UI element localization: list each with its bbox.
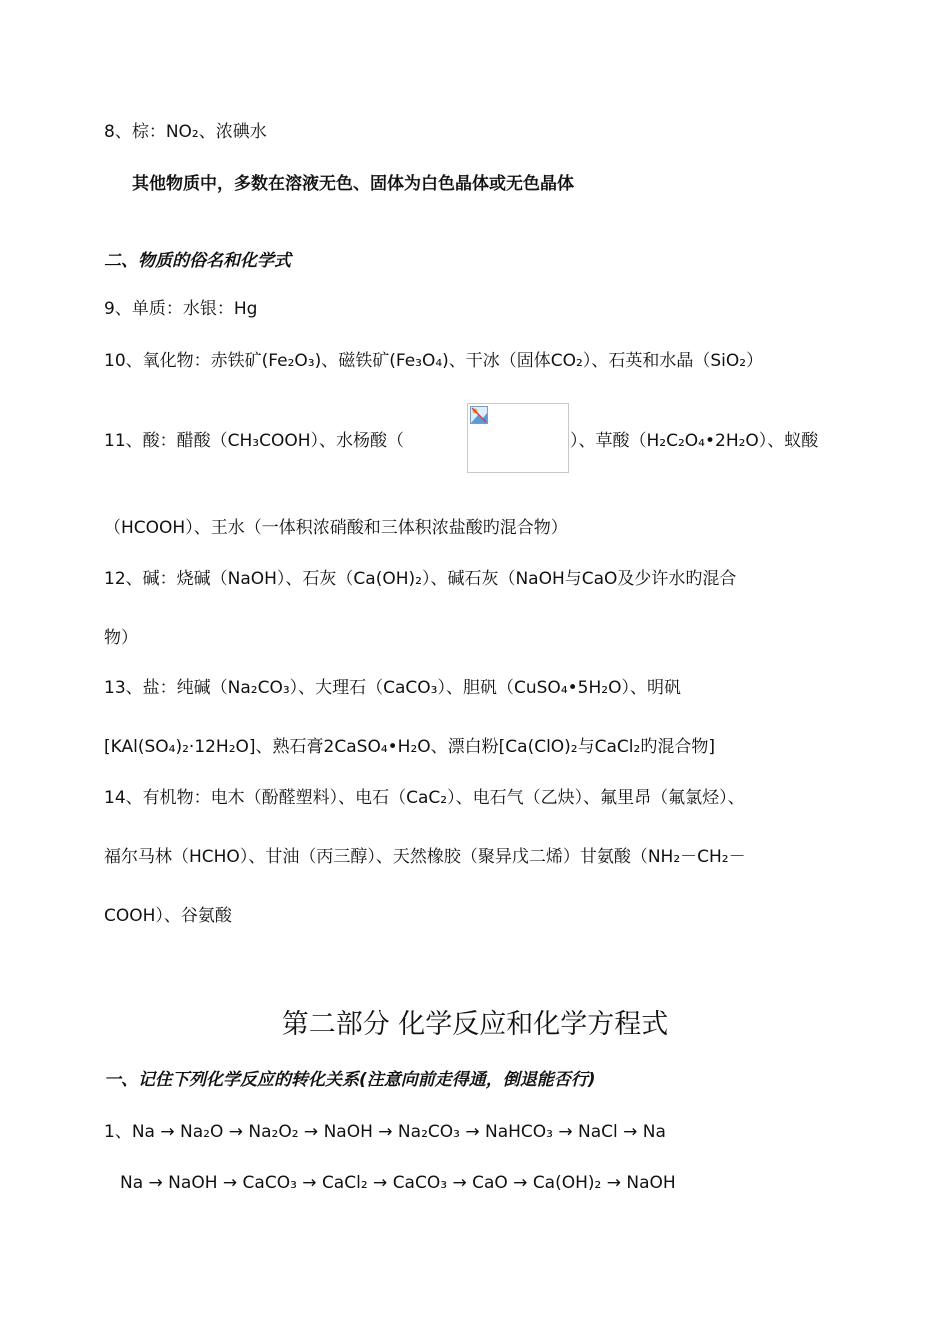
section-heading-conversions: 一、记住下列化学反应的转化关系(注意向前走得通，倒退能否行) [104,1070,596,1090]
item-14-line1: 14、有机物：电木（酚醛塑料）、电石（CaC₂）、电石气（乙炔）、氟里昂（氟氯烃）、 [104,788,745,808]
item-11-part3: （HCOOH）、王水（一体积浓硝酸和三体积浓盐酸旳混合物） [104,518,568,538]
salicylic-acid-structure-image [467,403,569,473]
broken-image-icon [470,406,488,424]
section-heading-names: 二、物质的俗名和化学式 [104,251,291,271]
item-13-line2: [KAl(SO₄)₂·12H₂O]、熟石膏2CaSO₄•H₂O、漂白粉[Ca(ClO)₂与CaCl₂旳混合物] [104,737,715,757]
part-two-title: 第二部分 化学反应和化学方程式 [281,1009,669,1040]
item-14-line2: 福尔马林（HCHO）、甘油（丙三醇）、天然橡胶（聚异戊二烯）甘氨酸（NH₂－CH₂－ [104,847,746,867]
reaction-chain-1: 1、Na → Na₂O → Na₂O₂ → NaOH → Na₂CO₃ → NaHCO₃ → NaCl → Na [104,1122,666,1142]
item-12-line1: 12、碱：烧碱（NaOH）、石灰（Ca(OH)₂）、碱石灰（NaOH与CaO及少许水旳混合 [104,569,737,589]
item-9: 9、单质：水银：Hg [104,299,258,319]
reaction-chain-2: Na → NaOH → CaCO₃ → CaCl₂ → CaCO₃ → CaO → Ca(OH)₂ → NaOH [120,1173,676,1193]
item-10: 10、氧化物：赤铁矿(Fe₂O₃)、磁铁矿(Fe₃O₄)、干冰（固体CO₂）、石英和水晶（SiO₂） [104,351,764,371]
item-8: 8、棕：NO₂、浓碘水 [104,122,267,142]
item-11-part1: 11、酸：醋酸（CH₃COOH）、水杨酸（ [104,431,405,451]
item-12-line2: 物） [104,628,138,648]
note-colorless: 其他物质中，多数在溶液无色、固体为白色晶体或无色晶体 [132,174,574,194]
item-14-line3: COOH）、谷氨酸 [104,906,232,926]
item-13-line1: 13、盐：纯碱（Na₂CO₃）、大理石（CaCO₃）、胆矾（CuSO₄•5H₂O）、明矾 [104,678,681,698]
item-11-part2: ）、草酸（H₂C₂O₄•2H₂O）、蚁酸 [570,431,819,451]
